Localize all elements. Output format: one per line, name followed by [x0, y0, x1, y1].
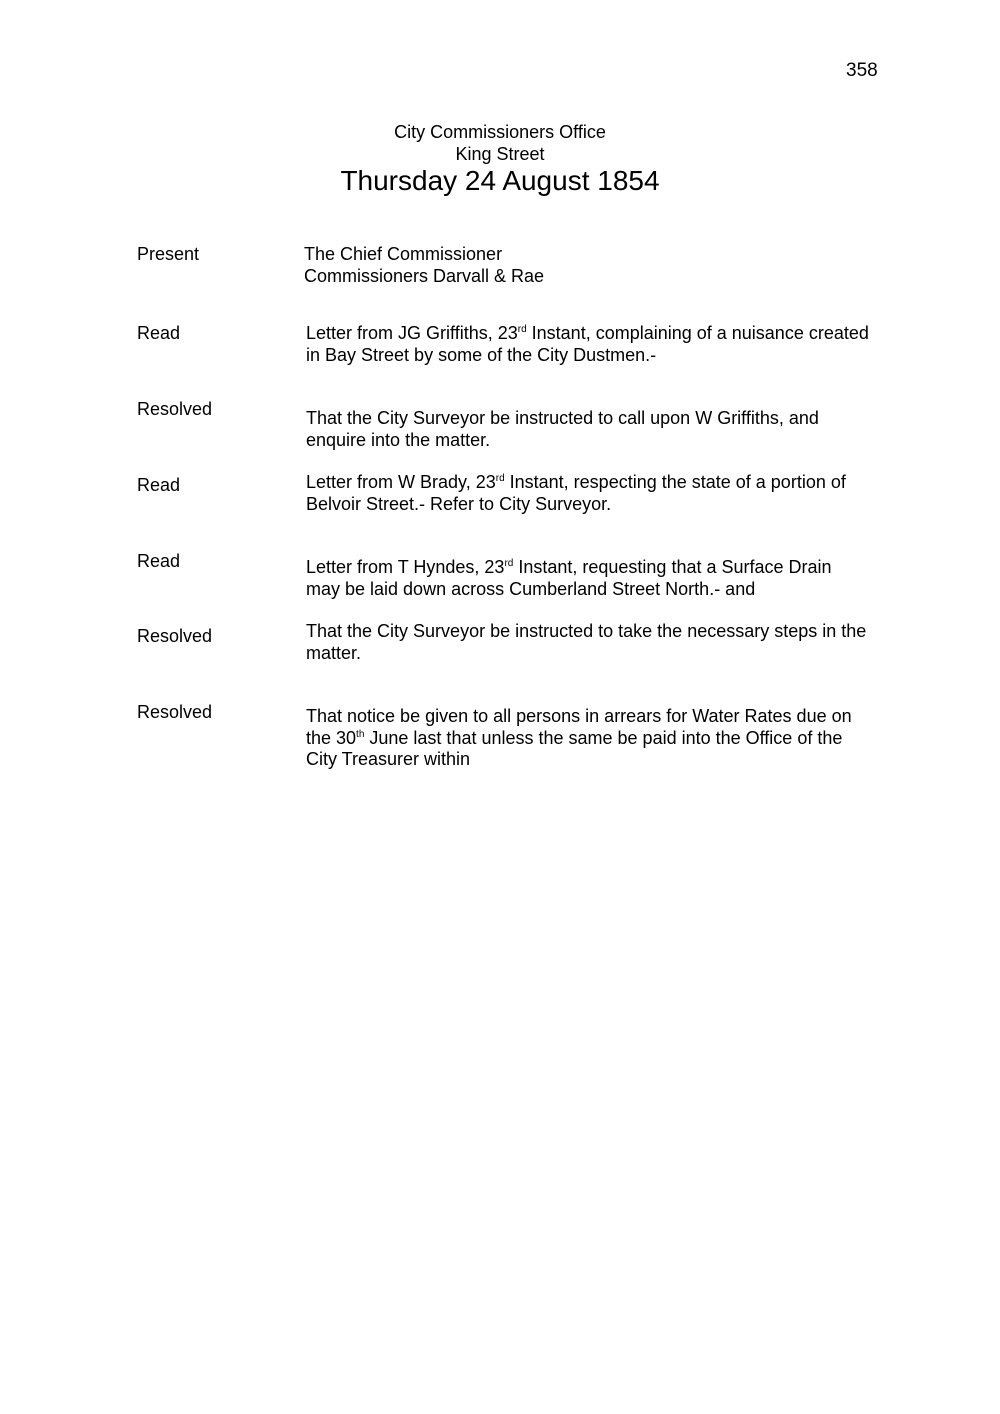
entry-label: Resolved — [137, 702, 213, 722]
present-line: Commissioners Darvall & Rae — [304, 265, 545, 286]
entry-line — [306, 472, 896, 494]
present-line: The Chief Commissioner — [304, 244, 503, 264]
entry-text-segment: Instant, requesting that a Surface Drain — [513, 557, 832, 577]
entry-text-segment: Instant, respecting the state of a portion of — [504, 472, 846, 492]
entry-line — [306, 728, 896, 750]
entry-line: may be laid down across Cumberland Street North.- and — [306, 578, 756, 599]
entry-label: Resolved — [137, 399, 213, 419]
entry-line: That the City Surveyor be instructed to call upon W Griffiths, and — [306, 408, 819, 428]
ordinal-suffix: rd — [495, 473, 505, 484]
page-number: 358 — [846, 60, 878, 81]
entry-line — [306, 557, 896, 579]
entry-line: enquire into the matter. — [306, 429, 491, 450]
ordinal-suffix: rd — [517, 324, 527, 335]
ordinal-suffix: th — [356, 728, 365, 740]
entry-text — [306, 706, 896, 771]
entry-line: matter. — [306, 642, 362, 663]
entry-line: City Treasurer within — [306, 749, 471, 769]
present-list — [304, 244, 894, 287]
meeting-date-title: Thursday 24 August 1854 — [340, 165, 660, 196]
ordinal-suffix: rd — [504, 558, 514, 569]
entry-line: in Bay Street by some of the City Dustmen.- — [306, 344, 657, 365]
entry-label: Read — [137, 475, 181, 495]
entry-label: Resolved — [137, 626, 213, 646]
entry-label: Read — [137, 323, 181, 343]
entry-text — [306, 557, 896, 600]
entry-text — [306, 408, 896, 451]
entry-label: Read — [137, 551, 181, 571]
entry-text — [306, 323, 896, 366]
entry-line: Belvoir Street.- Refer to City Surveyor. — [306, 493, 612, 514]
entry-line — [306, 323, 896, 345]
entry-text-segment: Letter from W Brady, 23 — [306, 472, 496, 492]
entry-text-segment: Letter from T Hyndes, 23 — [306, 557, 505, 577]
entry-line: That the City Surveyor be instructed to take the necessary steps in the — [306, 621, 867, 641]
entry-text — [306, 472, 896, 515]
street-heading: King Street — [455, 144, 545, 164]
entry-text-segment: June last that unless the same be paid into the Office of the — [364, 727, 843, 748]
entry-text-segment: Instant, complaining of a nuisance created — [526, 323, 869, 343]
entry-text-segment: the 30 — [306, 727, 357, 748]
office-heading: City Commissioners Office — [394, 122, 606, 142]
entry-text — [306, 621, 896, 664]
entry-text-segment: Letter from JG Griffiths, 23 — [306, 323, 518, 343]
entry-line: That notice be given to all persons in arrears for Water Rates due on — [306, 706, 852, 726]
present-label: Present — [137, 244, 200, 264]
